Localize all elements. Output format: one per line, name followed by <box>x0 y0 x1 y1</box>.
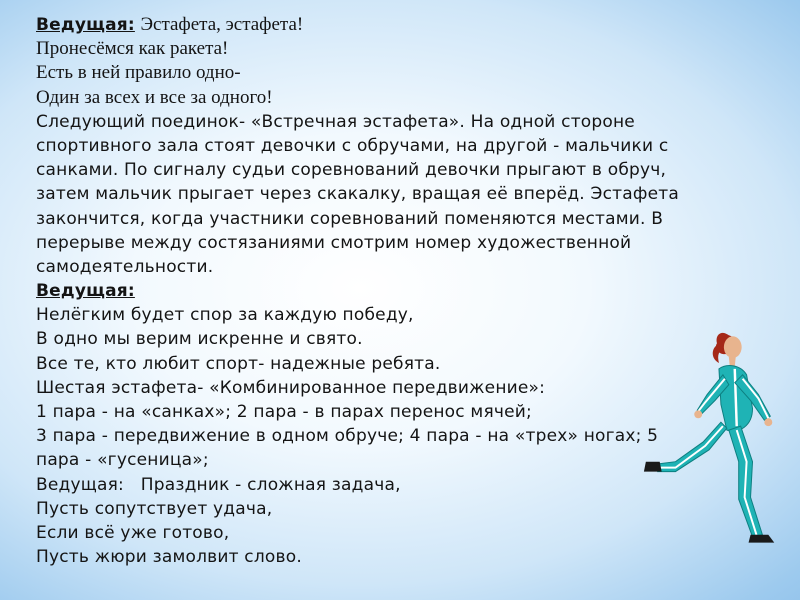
back-shoe <box>644 462 662 472</box>
poem-line: 3 пара - передвижение в одном обруче; 4 пара - на «трех» ногах; 5 <box>36 426 659 447</box>
speaker-label: Ведущая: <box>36 474 124 495</box>
poem-line: Есть в ней правило одно- <box>36 62 241 84</box>
paragraph-line: закончится, когда участники соревнований поменяются местами. В <box>36 208 664 229</box>
front-shoe <box>749 535 775 543</box>
front-hand <box>764 418 772 426</box>
head <box>724 336 742 358</box>
poem-line: Пусть сопутствует удача, <box>36 498 273 519</box>
paragraph-line: спортивного зала стоят девочки с обручами, на другой - мальчики с <box>36 135 669 156</box>
poem-line: пара - «гусеница»; <box>36 450 209 471</box>
runner-illustration <box>636 322 794 554</box>
paragraph-line: санками. По сигналу судьи соревнований девочки прыгают в обруч, <box>36 160 667 181</box>
back-leg <box>658 422 727 471</box>
poem-line: Праздник - сложная задача, <box>140 474 401 495</box>
speaker-label: Ведущая: <box>36 281 135 302</box>
paragraph-line: затем мальчик прыгает через скакалку, вращая её вперёд. Эстафета <box>36 184 679 205</box>
poem-line: Шестая эстафета- «Комбинированное передвижение»: <box>36 377 546 398</box>
poem-line: Эстафета, эстафета! <box>140 14 304 35</box>
paragraph-line: перерыве между состязаниями смотрим номер художественной <box>36 232 632 253</box>
poem-line: Один за всех и все за одного! <box>36 86 273 108</box>
paragraph-line: самодеятельности. <box>36 256 214 277</box>
poem-line: Нелёгким будет спор за каждую победу, <box>36 305 414 326</box>
back-hand <box>694 410 702 418</box>
poem-line: Если всё уже готово, <box>36 522 230 543</box>
speaker-label: Ведущая: <box>36 15 135 35</box>
poem-line: Все те, кто любит спорт- надежные ребята. <box>36 353 441 374</box>
poem-line: 1 пара - на «санках»; 2 пара - в парах перенос мячей; <box>36 402 532 422</box>
poem-line: В одно мы верим искренне и свято. <box>36 329 363 350</box>
paragraph-line: Следующий поединок- «Встречная эстафета». На одной стороне <box>36 111 635 132</box>
intro-line <box>36 13 771 37</box>
poem-line: Пусть жюри замолвит слово. <box>36 547 302 568</box>
poem-line: Пронесёмся как ракета! <box>36 38 229 60</box>
